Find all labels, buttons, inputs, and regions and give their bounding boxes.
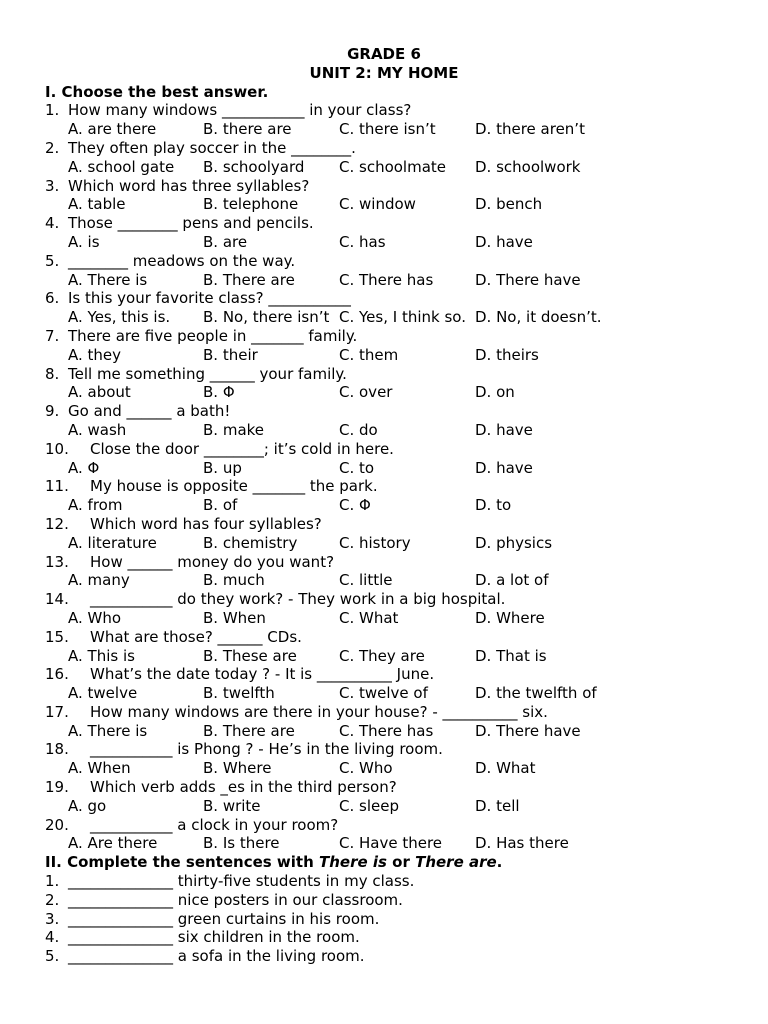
question (0, 515, 768, 534)
section-1-heading: I. Choose the best answer. (45, 82, 269, 101)
answer-option: A. Are there (68, 834, 158, 853)
question-number: 4. (45, 214, 60, 233)
answer-option: C. They are (339, 646, 425, 665)
answer-option: C. to (339, 458, 375, 477)
question (0, 740, 768, 759)
answer-option: C. over (339, 383, 393, 402)
answer-option: B. of (203, 496, 238, 515)
answer-option: C. There has (339, 721, 434, 740)
question (0, 778, 768, 797)
answer-option: D. What (475, 759, 536, 778)
question-number: 7. (45, 326, 60, 345)
answer-option: B. Where (203, 759, 272, 778)
worksheet (0, 45, 768, 966)
section-2-heading-there-is: There is (318, 853, 387, 872)
answer-option: C. What (339, 608, 399, 627)
question-number: 17. (45, 702, 69, 721)
answer-options (0, 459, 768, 478)
question-number: 15. (45, 627, 69, 646)
answer-option: D. Has there (475, 834, 569, 853)
item-number: 5. (45, 947, 60, 966)
answer-options (0, 383, 768, 402)
question-number: 8. (45, 364, 60, 383)
question (0, 628, 768, 647)
question-number: 9. (45, 402, 60, 421)
answer-option: B. telephone (203, 195, 299, 214)
question (0, 402, 768, 421)
question-text: What are those? ______ CDs. (90, 627, 302, 646)
fill-in-list (0, 872, 768, 966)
answer-option: C. Have there (339, 834, 443, 853)
question-number: 11. (45, 477, 69, 496)
answer-option: C. history (339, 533, 411, 552)
unit-title: UNIT 2: MY HOME (309, 63, 459, 82)
grade-title: GRADE 6 (347, 45, 421, 63)
answer-option: D. There have (475, 270, 581, 289)
item-number: 4. (45, 928, 60, 947)
answer-option: C. little (339, 571, 393, 590)
answer-option: A. Who (68, 608, 122, 627)
answer-option: B. When (203, 608, 266, 627)
question-text: Go and ______ a bath! (68, 402, 231, 421)
item-text: ______________ nice posters in our classroom. (68, 890, 403, 909)
question-text: Is this your favorite class? ___________ (68, 289, 351, 308)
answer-option: B. There are (203, 270, 295, 289)
answer-option: C. has (339, 232, 386, 251)
item-text: ______________ six children in the room. (68, 928, 360, 947)
item-text: ______________ a sofa in the living room. (68, 947, 365, 966)
question-text: Tell me something ______ your family. (68, 364, 347, 383)
question (0, 477, 768, 496)
question-number: 19. (45, 778, 69, 797)
answer-option: D. there aren’t (475, 120, 585, 139)
answer-option: D. That is (475, 646, 547, 665)
question-text: My house is opposite _______ the park. (90, 477, 378, 496)
answer-options (0, 158, 768, 177)
answer-option: D. bench (475, 195, 543, 214)
question-number: 12. (45, 514, 69, 533)
answer-option: D. have (475, 458, 533, 477)
question-text: ___________ do they work? - They work in a big hospital. (90, 590, 506, 609)
answer-option: A. literature (68, 533, 157, 552)
section-2-heading-post: . (496, 853, 503, 872)
question (0, 289, 768, 308)
answer-option: B. make (203, 420, 265, 439)
question (0, 665, 768, 684)
answer-option: A. they (68, 345, 122, 364)
item-text: ______________ thirty-five students in my class. (68, 872, 415, 891)
answer-options (0, 571, 768, 590)
answer-option: C. twelve of (339, 684, 428, 703)
answer-option: D. There have (475, 721, 581, 740)
answer-option: A. many (68, 571, 130, 590)
answer-option: A. is (68, 232, 100, 251)
question-number: 2. (45, 138, 60, 157)
question-text: They often play soccer in the ________. (68, 138, 356, 157)
answer-option: D. a lot of (475, 571, 549, 590)
question (0, 101, 768, 120)
item-number: 2. (45, 890, 60, 909)
question-text: Close the door ________; it’s cold in here. (90, 439, 394, 458)
answer-option: A. There is (68, 721, 148, 740)
answer-option: A. school gate (68, 157, 175, 176)
question-text: ________ meadows on the way. (68, 251, 296, 270)
question-number: 5. (45, 251, 60, 270)
answer-option: C. there isn’t (339, 120, 436, 139)
answer-options (0, 271, 768, 290)
answer-option: A. from (68, 496, 123, 515)
answer-option: D. No, it doesn’t. (475, 308, 602, 327)
answer-options (0, 647, 768, 666)
answer-options (0, 834, 768, 853)
answer-option: B. schoolyard (203, 157, 305, 176)
answer-options (0, 421, 768, 440)
fill-in-item (0, 928, 768, 947)
answer-option: D. tell (475, 796, 520, 815)
answer-option: A. This is (68, 646, 135, 665)
answer-option: A. table (68, 195, 126, 214)
question-number: 3. (45, 176, 60, 195)
question (0, 703, 768, 722)
question-number: 20. (45, 815, 69, 834)
answer-option: C. sleep (339, 796, 399, 815)
answer-options (0, 195, 768, 214)
question-number: 1. (45, 101, 60, 120)
question-text: How ______ money do you want? (90, 552, 335, 571)
item-number: 3. (45, 909, 60, 928)
answer-options (0, 233, 768, 252)
question (0, 816, 768, 835)
answer-options (0, 684, 768, 703)
answer-option: B. These are (203, 646, 297, 665)
answer-options (0, 308, 768, 327)
question (0, 214, 768, 233)
question-text: There are five people in _______ family. (68, 326, 358, 345)
question (0, 177, 768, 196)
question-text: Which word has three syllables? (68, 176, 310, 195)
section-2-heading-mid: or (386, 853, 416, 872)
question-text: How many windows are there in your house? - __________ six. (90, 702, 548, 721)
answer-option: A. Φ (68, 458, 100, 477)
question (0, 252, 768, 271)
question-text: How many windows ___________ in your class? (68, 101, 412, 120)
answer-option: C. Φ (339, 496, 371, 515)
answer-option: A. go (68, 796, 107, 815)
answer-option: B. their (203, 345, 258, 364)
answer-option: D. have (475, 420, 533, 439)
question-number: 10. (45, 439, 69, 458)
question-text: Those ________ pens and pencils. (68, 214, 314, 233)
answer-options (0, 496, 768, 515)
answer-options (0, 759, 768, 778)
answer-option: C. window (339, 195, 416, 214)
answer-options (0, 534, 768, 553)
answer-option: B. Is there (203, 834, 280, 853)
answer-option: A. There is (68, 270, 148, 289)
answer-option: A. wash (68, 420, 127, 439)
answer-option: B. up (203, 458, 242, 477)
answer-option: D. theirs (475, 345, 539, 364)
fill-in-item (0, 910, 768, 929)
question-text: ___________ a clock in your room? (90, 815, 339, 834)
answer-option: A. When (68, 759, 131, 778)
answer-option: D. on (475, 383, 515, 402)
answer-option: A. are there (68, 120, 157, 139)
answer-option: D. Where (475, 608, 545, 627)
answer-option: D. schoolwork (475, 157, 581, 176)
question (0, 327, 768, 346)
question-number: 18. (45, 740, 69, 759)
answer-option: C. There has (339, 270, 434, 289)
fill-in-item (0, 872, 768, 891)
answer-option: D. physics (475, 533, 553, 552)
fill-in-item (0, 947, 768, 966)
question (0, 365, 768, 384)
question (0, 440, 768, 459)
answer-option: A. twelve (68, 684, 138, 703)
answer-option: B. write (203, 796, 261, 815)
question-list (0, 101, 768, 853)
answer-option: C. them (339, 345, 399, 364)
answer-options (0, 797, 768, 816)
answer-option: B. there are (203, 120, 292, 139)
answer-option: B. There are (203, 721, 295, 740)
answer-option: B. much (203, 571, 265, 590)
answer-option: B. Φ (203, 383, 235, 402)
answer-option: B. twelfth (203, 684, 275, 703)
answer-option: C. do (339, 420, 378, 439)
answer-option: B. No, there isn’t (203, 308, 330, 327)
answer-options (0, 120, 768, 139)
answer-option: B. chemistry (203, 533, 298, 552)
answer-option: A. Yes, this is. (68, 308, 171, 327)
section-2-heading-there-are: There are (415, 853, 497, 872)
item-number: 1. (45, 872, 60, 891)
answer-option: D. the twelfth of (475, 684, 597, 703)
question (0, 553, 768, 572)
answer-option: B. are (203, 232, 248, 251)
answer-option: C. Who (339, 759, 393, 778)
answer-options (0, 722, 768, 741)
question-text: What’s the date today ? - It is __________ June. (90, 665, 435, 684)
answer-option: C. Yes, I think so. (339, 308, 466, 327)
question-text: ___________ is Phong ? - He’s in the living room. (90, 740, 443, 759)
section-2-heading (0, 853, 768, 872)
answer-option: D. have (475, 232, 533, 251)
answer-options (0, 346, 768, 365)
fill-in-item (0, 891, 768, 910)
section-2-heading-pre: II. Complete the sentences with (45, 853, 319, 872)
question-number: 13. (45, 552, 69, 571)
answer-option: A. about (68, 383, 131, 402)
question-number: 16. (45, 665, 69, 684)
question-text: Which word has four syllables? (90, 514, 322, 533)
question (0, 139, 768, 158)
answer-option: C. schoolmate (339, 157, 447, 176)
question-number: 6. (45, 289, 60, 308)
question-text: Which verb adds _es in the third person? (90, 778, 397, 797)
item-text: ______________ green curtains in his room. (68, 909, 380, 928)
question (0, 590, 768, 609)
question-number: 14. (45, 590, 69, 609)
answer-options (0, 609, 768, 628)
answer-option: D. to (475, 496, 512, 515)
